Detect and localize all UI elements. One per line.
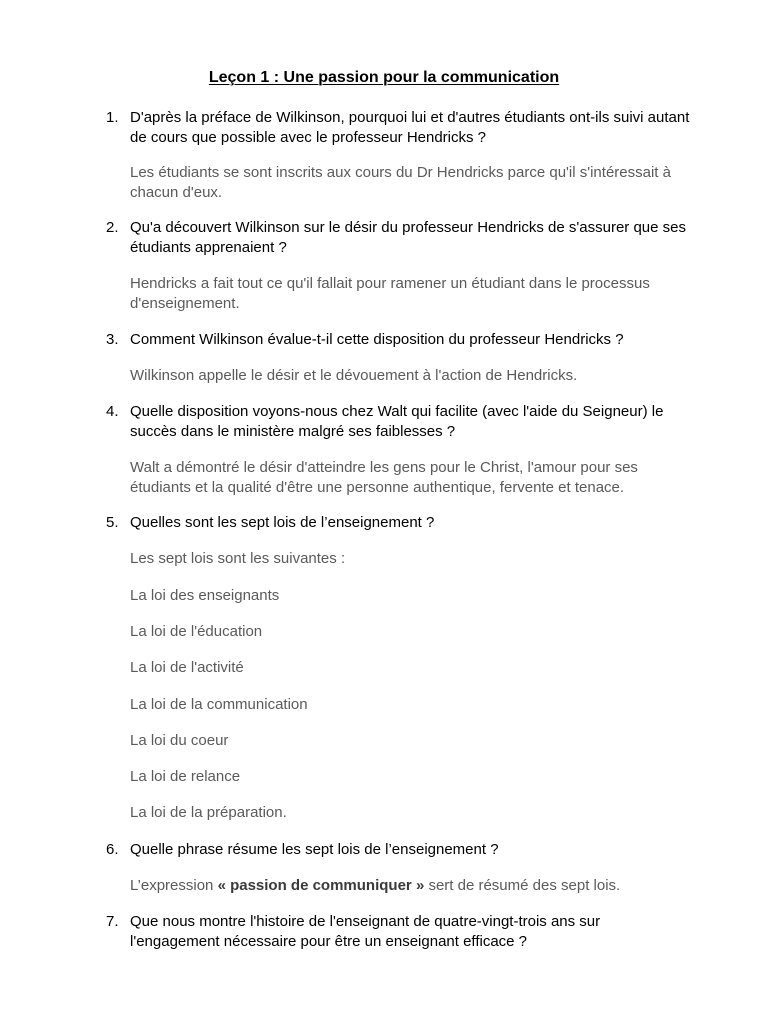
question-4 <box>106 402 690 442</box>
question-1 <box>106 108 690 148</box>
question-number: 4. <box>106 403 119 420</box>
law-item: La loi de l'éducation <box>130 623 263 640</box>
question-5 <box>106 513 690 533</box>
question-text: D'après la préface de Wilkinson, pourquoi lui et d'autres étudiants ont-ils suivi autant de cours que possible avec le professeur Hendricks ? <box>130 109 690 146</box>
question-number: 5. <box>106 514 119 531</box>
answer-6 <box>130 876 690 896</box>
question-2 <box>106 218 690 258</box>
law-item: La loi du coeur <box>130 732 229 749</box>
answer-suffix: sert de résumé des sept lois. <box>424 877 621 894</box>
answer-4: Walt a démontré le désir d'atteindre les gens pour le Christ, l'amour pour ses étudiants et la qualité d'être une personne authentique, fervente et tenace. <box>130 459 638 496</box>
question-text: Qu'a découvert Wilkinson sur le désir du professeur Hendricks de s'assurer que ses étudiants apprenaient ? <box>130 219 686 256</box>
question-number: 3. <box>106 331 119 348</box>
question-text: Quelle phrase résume les sept lois de l’enseignement ? <box>130 841 499 858</box>
law-item: La loi de la communication <box>130 696 308 713</box>
question-number: 2. <box>106 219 119 236</box>
answer-prefix: L’expression <box>130 877 218 894</box>
law-item: La loi de l'activité <box>130 659 244 676</box>
answer-2: Hendricks a fait tout ce qu'il fallait pour ramener un étudiant dans le processus d'enseignement. <box>130 275 650 312</box>
law-item: La loi de relance <box>130 768 241 785</box>
law-item: La loi de la préparation. <box>130 804 287 821</box>
question-7 <box>106 912 690 952</box>
question-number: 6. <box>106 841 119 858</box>
question-number: 7. <box>106 913 119 930</box>
question-6 <box>106 840 690 860</box>
lesson-title: Leçon 1 : Une passion pour la communication <box>208 69 560 86</box>
answer-emphasis: « passion de communiquer » <box>217 877 425 894</box>
answer-3: Wilkinson appelle le désir et le dévouement à l'action de Hendricks. <box>130 367 578 384</box>
answer-1: Les étudiants se sont inscrits aux cours du Dr Hendricks parce qu'il s'intéressait à chacun d'eux. <box>130 164 671 201</box>
question-text: Quelle disposition voyons-nous chez Walt qui facilite (avec l'aide du Seigneur) le succès dans le ministère malgré ses faiblesses ? <box>130 403 664 440</box>
question-text: Quelles sont les sept lois de l’enseignement ? <box>130 514 435 531</box>
question-number: 1. <box>106 109 119 126</box>
answer-5-intro: Les sept lois sont les suivantes : <box>130 550 346 567</box>
law-item: La loi des enseignants <box>130 587 280 604</box>
question-3 <box>106 330 690 350</box>
question-text: Comment Wilkinson évalue-t-il cette disposition du professeur Hendricks ? <box>130 331 624 348</box>
question-text: Que nous montre l'histoire de l'enseignant de quatre-vingt-trois ans sur l'engagement nécessaire pour être un enseignant efficace ? <box>130 913 601 950</box>
